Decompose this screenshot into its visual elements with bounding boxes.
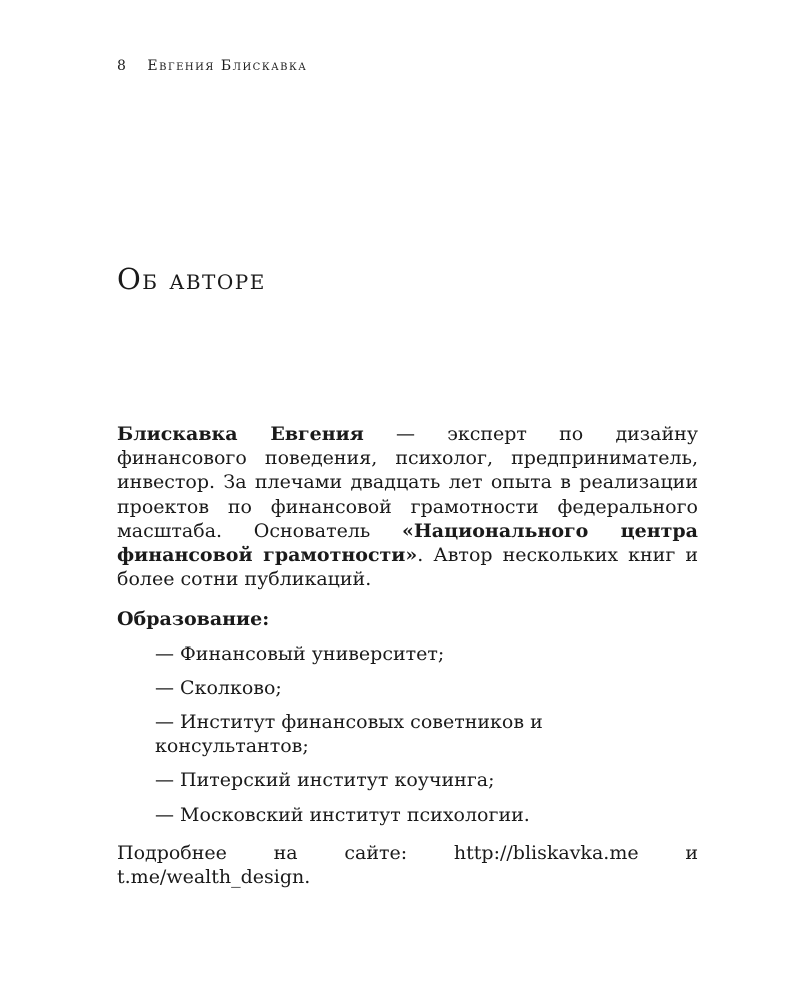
education-heading: Образование: (117, 608, 270, 631)
education-item: — Московский институт психологии. (155, 803, 530, 826)
author-name: Блискавка Евгения (117, 423, 364, 445)
education-item: — Питерский институт коучинга; (155, 769, 495, 792)
chapter-title: Об авторе (117, 262, 266, 296)
education-item: — Финансовый университет; (155, 642, 445, 665)
bio-text-2: . Автор нескольких книг и более сотни публикаций. (117, 544, 699, 591)
bio-text-1: — эксперт по дизайну финансового поведения, психолог, предприниматель, инвестор. За плечами двадцать лет опыта в реализации проектов по финансовой грамотности федерального масштаба. Основатель (117, 423, 699, 542)
page-number: 8 (117, 58, 128, 74)
organization-name: «Национального центра финансовой грамотности» (117, 519, 698, 567)
author-bio (117, 422, 698, 591)
education-item: — Сколково; (155, 676, 282, 699)
more-info-line-2: t.me/wealth_design. (117, 866, 311, 889)
more-info-line-1: Подробнее на сайте: http://bliskavka.me и (117, 841, 698, 864)
more-info (117, 841, 698, 889)
running-head (117, 58, 307, 74)
education-item: — Институт финансовых советников и консультантов; (155, 711, 543, 758)
running-head-author: Евгения Блискавка (147, 58, 308, 74)
page-body (117, 422, 698, 889)
education-list (117, 642, 698, 827)
